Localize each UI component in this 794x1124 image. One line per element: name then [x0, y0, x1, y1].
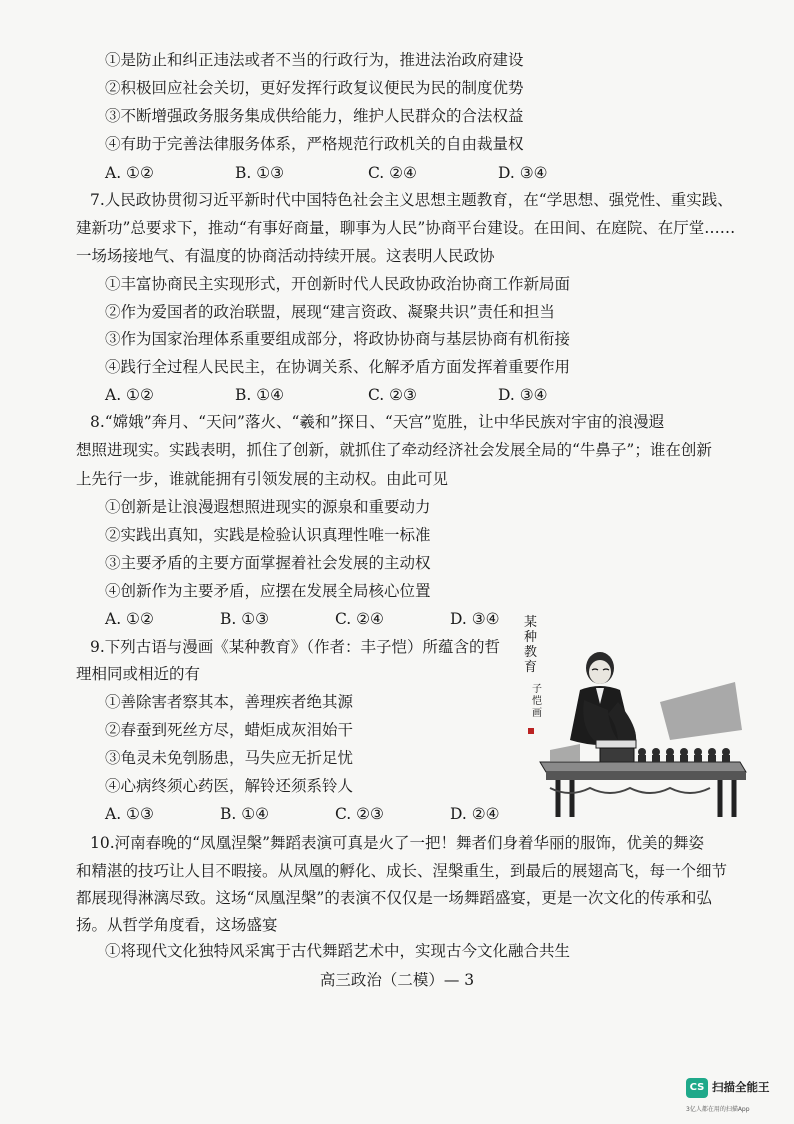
- cartoon-title: 某 种 教 育: [524, 615, 538, 675]
- q7-option-1: ①丰富协商民主实现形式，开创新时代人民政协政治协商工作新局面: [105, 275, 571, 293]
- q6-choice-b: B. ①③: [235, 164, 285, 182]
- q6-option-3: ③不断增强政务服务集成供给能力，维护人民群众的合法权益: [105, 107, 524, 125]
- q10-stem-line-3: 都展现得淋漓尽致。这场“凤凰涅槃”的表演不仅仅是一场舞蹈盛宴，更是一次文化的传承和弘: [76, 889, 712, 907]
- q7-option-3: ③作为国家治理体系重要组成部分，将政协协商与基层协商有机衔接: [105, 330, 571, 348]
- q8-stem-line-1: 8.“嫦娥”奔月、“天问”落火、“羲和”探日、“天宫”览胜，让中华民族对宇宙的浪漫遐: [90, 413, 665, 431]
- q9-choice-b: B. ①④: [220, 805, 270, 823]
- q6-choice-c: C. ②④: [368, 164, 417, 182]
- q10-option-1: ①将现代文化独特风采寓于古代舞蹈艺术中，实现古今文化融合共生: [105, 942, 571, 960]
- cartoon-drawing: [510, 612, 750, 817]
- cartoon-signature: 子 恺 画: [532, 684, 542, 719]
- q8-stem-line-2: 想照进现实。实践表明，抓住了创新，就抓住了牵动经济社会发展全局的“牛鼻子”；谁在创新: [76, 441, 712, 459]
- q10-stem-line-1: 10.河南春晚的“凤凰涅槃”舞蹈表演可真是火了一把！舞者们身着华丽的服饰，优美的舞姿: [90, 834, 705, 852]
- q8-choice-d: D. ③④: [450, 610, 500, 628]
- q6-option-4: ④有助于完善法律服务体系，严格规范行政机关的自由裁量权: [105, 135, 524, 153]
- scanner-app-logo: [686, 1074, 794, 1120]
- q9-option-1: ①善除害者察其本，善理疾者绝其源: [105, 693, 354, 711]
- q8-option-3: ③主要矛盾的主要方面掌握着社会发展的主动权: [105, 554, 431, 572]
- q6-choice-a: A. ①②: [105, 164, 154, 182]
- q9-option-2: ②春蚕到死丝方尽，蜡炬成灰泪始干: [105, 721, 354, 739]
- q10-stem-line-2: 和精湛的技巧让人目不暇接。从凤凰的孵化、成长、涅槃重生，到最后的展翅高飞，每一个细节: [76, 862, 728, 880]
- q9-choice-d: D. ②④: [450, 805, 500, 823]
- q7-option-4: ④践行全过程人民民主，在协调关系、化解矛盾方面发挥着重要作用: [105, 358, 571, 376]
- q8-option-4: ④创新作为主要矛盾，应摆在发展全局核心位置: [105, 582, 431, 600]
- cartoon-illustration: [510, 612, 750, 817]
- q7-stem-line-2: 建新功”总要求下，推动“有事好商量，聊事为人民”协商平台建设。在田间、在庭院、在厅堂……: [76, 219, 736, 237]
- q6-choice-d: D. ③④: [498, 164, 548, 182]
- q8-choice-c: C. ②④: [335, 610, 384, 628]
- q9-option-4: ④心病终须心药医，解铃还须系铃人: [105, 777, 354, 795]
- q6-option-1: ①是防止和纠正违法或者不当的行政行为，推进法治政府建设: [105, 51, 524, 69]
- q7-choice-d: D. ③④: [498, 386, 548, 404]
- q8-option-2: ②实践出真知，实践是检验认识真理性唯一标准: [105, 526, 431, 544]
- q8-stem-line-3: 上先行一步，谁就能拥有引领发展的主动权。由此可见: [76, 470, 449, 488]
- q8-choice-b: B. ①③: [220, 610, 270, 628]
- q9-stem-line-2: 理相同或相近的有: [76, 665, 201, 683]
- seal-icon: [528, 728, 534, 734]
- q7-stem-line-1: 7.人民政协贯彻习近平新时代中国特色社会主义思想主题教育，在“学思想、强党性、重实践、: [90, 191, 733, 209]
- q10-stem-line-4: 扬。从哲学角度看，这场盛宴: [76, 916, 278, 934]
- q8-choice-a: A. ①②: [105, 610, 154, 628]
- q9-choice-a: A. ①③: [105, 805, 154, 823]
- q9-choice-c: C. ②③: [335, 805, 384, 823]
- camscanner-icon: CS: [686, 1078, 708, 1098]
- logo-name: 扫描全能王: [712, 1080, 770, 1094]
- logo-tagline: 3亿人都在用的扫描App: [686, 1106, 750, 1113]
- q6-option-2: ②积极回应社会关切，更好发挥行政复议便民为民的制度优势: [105, 79, 524, 97]
- q7-choice-b: B. ①④: [235, 386, 285, 404]
- q7-choice-a: A. ①②: [105, 386, 154, 404]
- q7-stem-line-3: 一场场接地气、有温度的协商活动持续开展。这表明人民政协: [76, 247, 495, 265]
- q8-option-1: ①创新是让浪漫遐想照进现实的源泉和重要动力: [105, 498, 431, 516]
- q7-choice-c: C. ②③: [368, 386, 417, 404]
- page-footer: 高三政治（二模）— 3: [319, 971, 475, 989]
- q9-option-3: ③龟灵未免刳肠患，马失应无折足忧: [105, 749, 354, 767]
- q9-stem-line-1: 9.下列古语与漫画《某种教育》（作者：丰子恺）所蕴含的哲: [90, 638, 501, 656]
- q7-option-2: ②作为爱国者的政治联盟，展现“建言资政、凝聚共识”责任和担当: [105, 303, 555, 321]
